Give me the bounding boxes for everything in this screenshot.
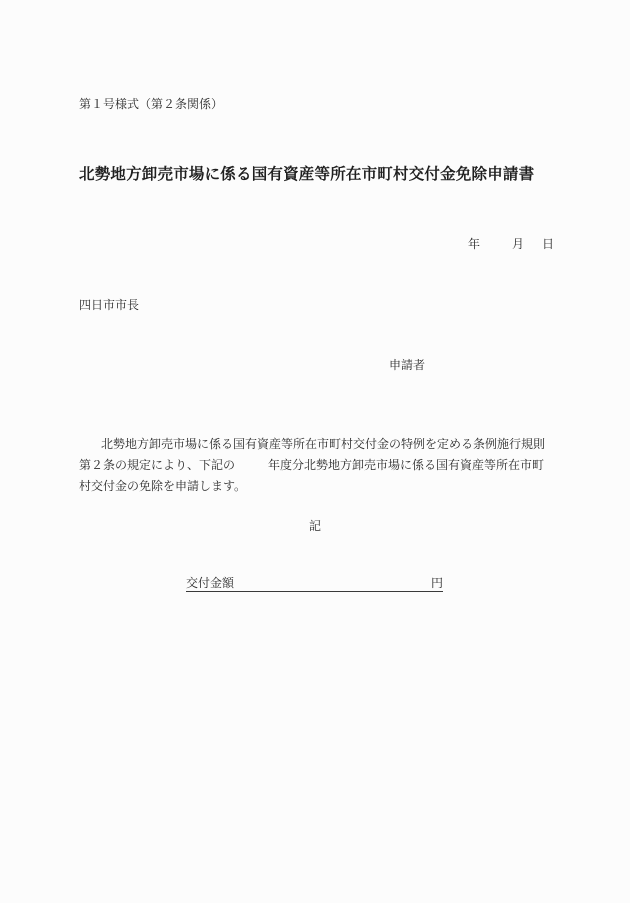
application-body-text — [79, 434, 549, 497]
body-line-3: 村交付金の免除を申請します。 — [79, 479, 247, 493]
body-line-2-start: 第２条の規定により、下記の — [79, 458, 236, 472]
body-line-2 — [79, 455, 549, 476]
date-month-label: 月 — [512, 237, 525, 251]
grant-amount-label: 交付金額 — [186, 576, 235, 590]
document-title: 北勢地方卸売市場に係る国有資産等所在市町村交付金免除申請書 — [79, 164, 535, 183]
applicant-label: 申請者 — [389, 358, 426, 372]
date-year-label: 年 — [468, 237, 481, 251]
body-line-2-end: 年度分北勢地方卸売市場に係る国有資産等所在市町 — [268, 458, 545, 472]
grant-amount-unit: 円 — [430, 576, 443, 590]
addressee: 四日市市長 — [79, 298, 140, 312]
form-number: 第１号様式（第２条関係） — [79, 97, 224, 111]
record-heading: 記 — [309, 519, 322, 533]
date-line — [468, 236, 554, 252]
body-line-1: 北勢地方卸売市場に係る国有資産等所在市町村交付金の特例を定める条例施行規則 — [101, 437, 546, 451]
date-day-label: 日 — [542, 237, 555, 251]
grant-amount-field — [186, 576, 443, 592]
